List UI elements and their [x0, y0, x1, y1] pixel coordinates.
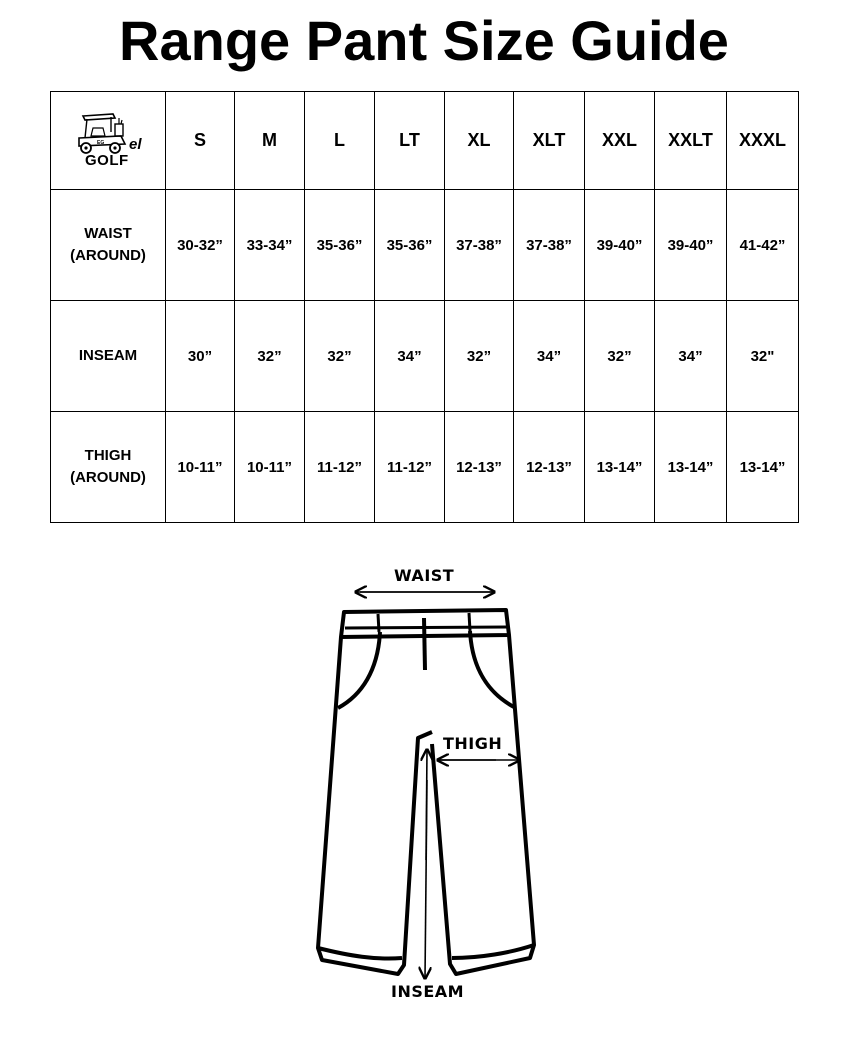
size-header-xlt: XLT [514, 92, 585, 190]
size-header-xxlt: XXLT [655, 92, 727, 190]
diagram-thigh-label: THIGH [443, 734, 503, 753]
table-cell: 12-13” [445, 412, 514, 523]
table-cell: 35-36” [305, 190, 375, 301]
table-cell: 10-11” [166, 412, 235, 523]
table-cell: 33-34” [235, 190, 305, 301]
brand-logo [51, 92, 166, 190]
table-cell: 11-12” [305, 412, 375, 523]
diagram-waist-label: WAIST [394, 566, 455, 585]
size-header-xl: XL [445, 92, 514, 190]
table-cell: 32” [305, 301, 375, 412]
row-label-thigh [51, 412, 166, 523]
table-cell: 35-36” [375, 190, 445, 301]
table-cell: 37-38” [514, 190, 585, 301]
row-label-inseam [51, 301, 166, 412]
logo-text-el: el [129, 136, 142, 153]
table-cell: 34” [655, 301, 727, 412]
size-header-xxxl: XXXL [727, 92, 799, 190]
table-cell: 30” [166, 301, 235, 412]
table-cell: 37-38” [445, 190, 514, 301]
row-label-waist [51, 190, 166, 301]
table-row-waist [51, 190, 799, 301]
table-row-inseam [51, 301, 799, 412]
row-label-line2: (AROUND) [70, 247, 146, 264]
size-header-l: L [305, 92, 375, 190]
table-cell: 34” [375, 301, 445, 412]
size-header-lt: LT [375, 92, 445, 190]
table-cell: 13-14” [727, 412, 799, 523]
logo-text-golf: GOLF [85, 152, 129, 169]
diagram-inseam-label: INSEAM [391, 982, 465, 1001]
table-cell: 30-32” [166, 190, 235, 301]
page-title: Range Pant Size Guide [119, 9, 729, 72]
row-label-line2: (AROUND) [70, 469, 146, 486]
row-label-line1: THIGH [84, 447, 132, 464]
pants-measurement-diagram [300, 560, 560, 1010]
row-label-line1: WAIST [84, 225, 132, 242]
table-cell: 32" [727, 301, 799, 412]
svg-text:EG: EG [97, 140, 105, 146]
size-header-xxl: XXL [585, 92, 655, 190]
table-cell: 39-40” [655, 190, 727, 301]
size-table [50, 91, 799, 523]
table-cell: 32” [235, 301, 305, 412]
row-label-line1: INSEAM [78, 347, 138, 364]
table-cell: 41-42” [727, 190, 799, 301]
table-cell: 13-14” [655, 412, 727, 523]
table-cell: 32” [445, 301, 514, 412]
size-header-m: M [235, 92, 305, 190]
pants-icon [300, 560, 560, 1010]
golf-cart-icon [75, 112, 135, 156]
table-cell: 13-14” [585, 412, 655, 523]
table-row-thigh [51, 412, 799, 523]
table-cell: 12-13” [514, 412, 585, 523]
table-cell: 34” [514, 301, 585, 412]
size-header-row [51, 92, 799, 190]
size-header-s: S [166, 92, 235, 190]
table-cell: 11-12” [375, 412, 445, 523]
table-cell: 39-40” [585, 190, 655, 301]
table-cell: 10-11” [235, 412, 305, 523]
table-cell: 32” [585, 301, 655, 412]
